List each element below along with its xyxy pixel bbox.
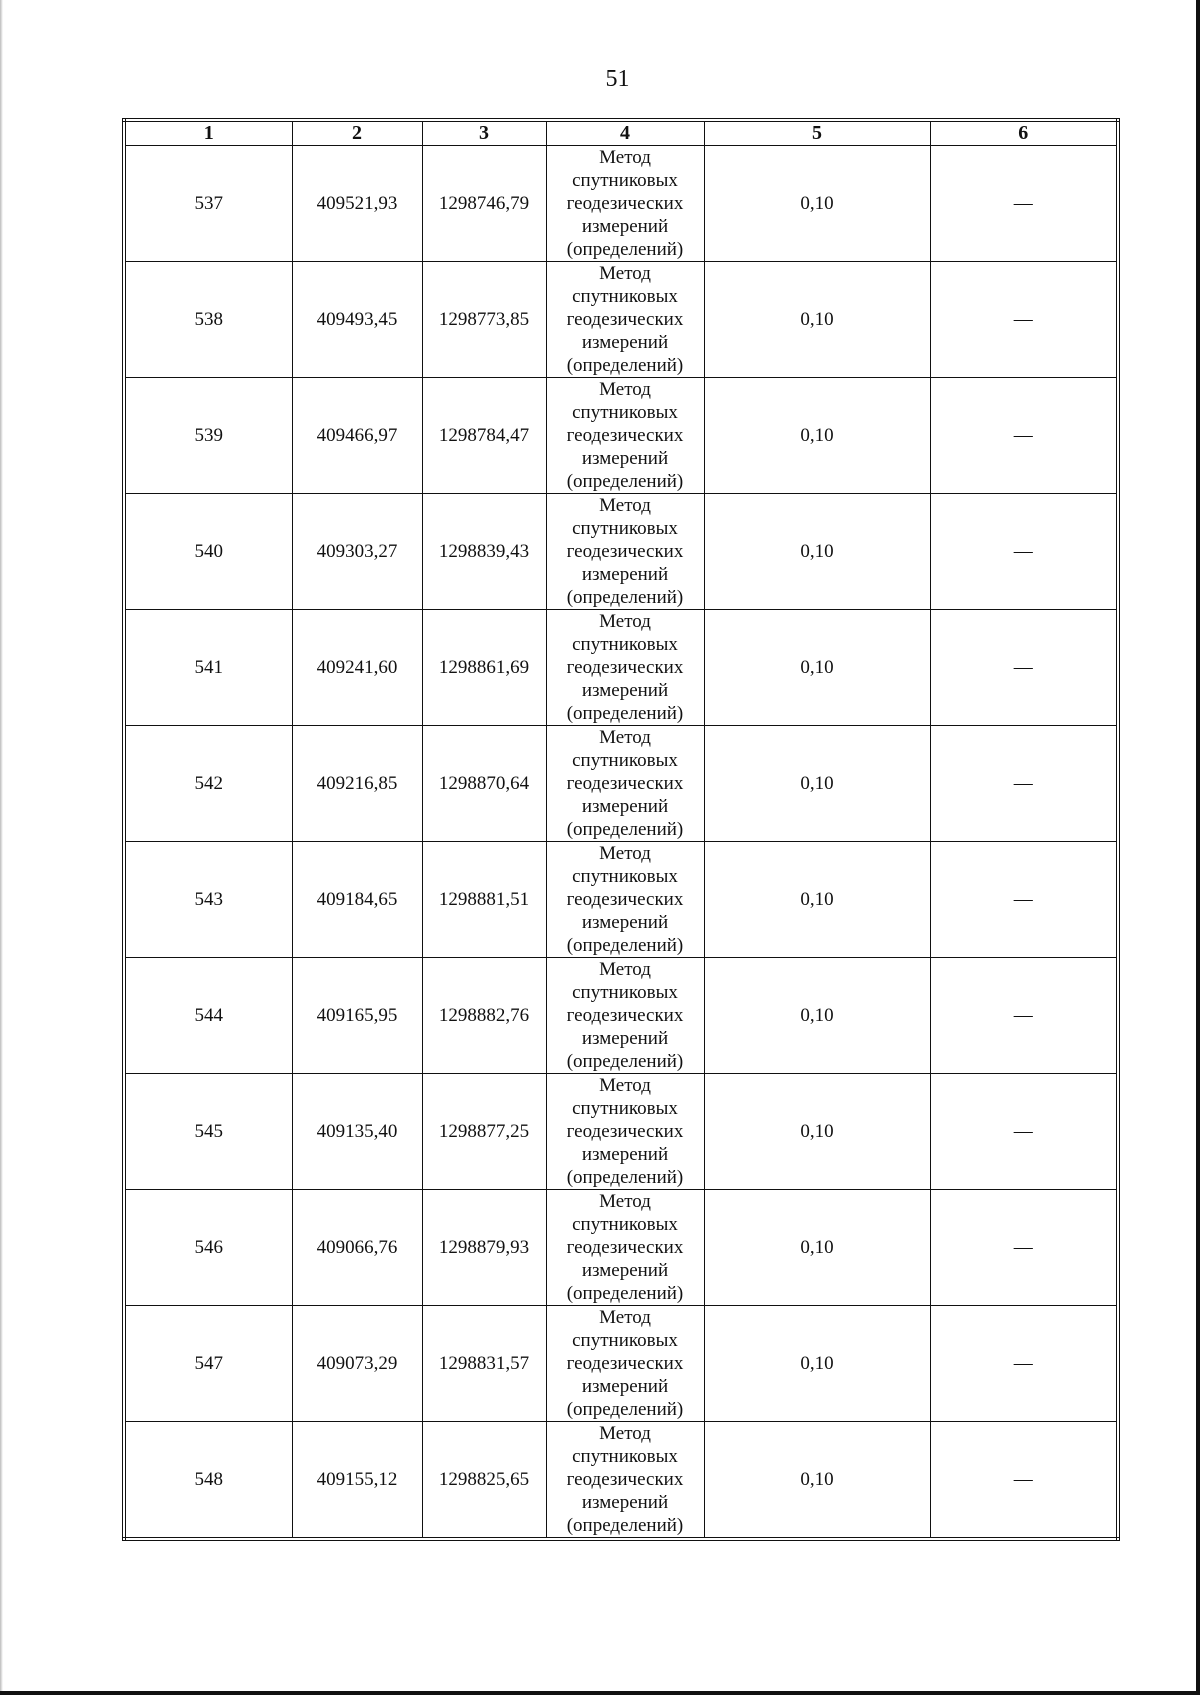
method-line: Метод (599, 611, 651, 632)
x-coordinate-cell: 409521,93 (292, 146, 422, 262)
table-row (124, 262, 1118, 378)
note-cell: — (930, 1074, 1118, 1190)
method-line: спутниковых (572, 1098, 678, 1119)
note-cell: — (930, 1306, 1118, 1422)
x-coordinate-cell: 409493,45 (292, 262, 422, 378)
method-cell (546, 1306, 704, 1422)
table-row (124, 1306, 1118, 1422)
method-cell (546, 378, 704, 494)
note-cell: — (930, 610, 1118, 726)
table-row (124, 1074, 1118, 1190)
method-line: Метод (599, 263, 651, 284)
method-line: (определений) (566, 587, 684, 608)
table-row (124, 726, 1118, 842)
note-cell: — (930, 262, 1118, 378)
method-line: (определений) (566, 471, 684, 492)
method-line: Метод (599, 843, 651, 864)
x-coordinate-cell: 409066,76 (292, 1190, 422, 1306)
method-line: измерений (581, 448, 669, 469)
table-header-row (124, 120, 1118, 146)
method-line: измерений (581, 1260, 669, 1281)
method-line: измерений (581, 332, 669, 353)
method-line: геодезических (566, 1237, 684, 1258)
method-line: (определений) (566, 1515, 684, 1536)
table-row (124, 494, 1118, 610)
x-coordinate-cell: 409135,40 (292, 1074, 422, 1190)
table-row (124, 146, 1118, 262)
method-line: Метод (599, 727, 651, 748)
accuracy-cell: 0,10 (704, 842, 930, 958)
method-line: геодезических (566, 1005, 684, 1026)
method-cell (546, 842, 704, 958)
method-cell (546, 262, 704, 378)
method-line: геодезических (566, 1121, 684, 1142)
x-coordinate-cell: 409073,29 (292, 1306, 422, 1422)
method-line: (определений) (566, 239, 684, 260)
method-line: геодезических (566, 773, 684, 794)
method-line: геодезических (566, 425, 684, 446)
accuracy-cell: 0,10 (704, 146, 930, 262)
method-line: Метод (599, 1423, 651, 1444)
point-number-cell: 547 (124, 1306, 292, 1422)
x-coordinate-cell: 409466,97 (292, 378, 422, 494)
table-row (124, 1422, 1118, 1540)
table-row (124, 378, 1118, 494)
table-row (124, 958, 1118, 1074)
point-number-cell: 537 (124, 146, 292, 262)
method-line: Метод (599, 147, 651, 168)
note-cell: — (930, 494, 1118, 610)
point-number-cell: 540 (124, 494, 292, 610)
accuracy-cell: 0,10 (704, 378, 930, 494)
method-cell (546, 494, 704, 610)
method-line: геодезических (566, 541, 684, 562)
method-line: измерений (581, 1492, 669, 1513)
method-line: спутниковых (572, 1446, 678, 1467)
accuracy-cell: 0,10 (704, 494, 930, 610)
y-coordinate-cell: 1298839,43 (422, 494, 546, 610)
method-line: измерений (581, 680, 669, 701)
method-line: (определений) (566, 819, 684, 840)
method-line: измерений (581, 1144, 669, 1165)
method-line: измерений (581, 796, 669, 817)
point-number-cell: 539 (124, 378, 292, 494)
method-cell (546, 610, 704, 726)
column-header-4: 4 (546, 120, 704, 146)
y-coordinate-cell: 1298870,64 (422, 726, 546, 842)
point-number-cell: 541 (124, 610, 292, 726)
x-coordinate-cell: 409155,12 (292, 1422, 422, 1540)
table-row (124, 610, 1118, 726)
method-line: спутниковых (572, 866, 678, 887)
accuracy-cell: 0,10 (704, 1074, 930, 1190)
column-header-1: 1 (124, 120, 292, 146)
point-number-cell: 542 (124, 726, 292, 842)
y-coordinate-cell: 1298882,76 (422, 958, 546, 1074)
method-line: (определений) (566, 703, 684, 724)
y-coordinate-cell: 1298746,79 (422, 146, 546, 262)
x-coordinate-cell: 409303,27 (292, 494, 422, 610)
method-cell (546, 146, 704, 262)
y-coordinate-cell: 1298831,57 (422, 1306, 546, 1422)
y-coordinate-cell: 1298825,65 (422, 1422, 546, 1540)
method-cell (546, 1422, 704, 1540)
method-line: измерений (581, 1376, 669, 1397)
method-line: спутниковых (572, 402, 678, 423)
method-line: Метод (599, 379, 651, 400)
accuracy-cell: 0,10 (704, 1190, 930, 1306)
point-number-cell: 544 (124, 958, 292, 1074)
method-cell (546, 958, 704, 1074)
column-header-5: 5 (704, 120, 930, 146)
method-line: измерений (581, 1028, 669, 1049)
column-header-2: 2 (292, 120, 422, 146)
point-number-cell: 538 (124, 262, 292, 378)
method-line: спутниковых (572, 170, 678, 191)
y-coordinate-cell: 1298881,51 (422, 842, 546, 958)
x-coordinate-cell: 409216,85 (292, 726, 422, 842)
method-line: геодезических (566, 1353, 684, 1374)
column-header-3: 3 (422, 120, 546, 146)
method-line: спутниковых (572, 518, 678, 539)
point-number-cell: 546 (124, 1190, 292, 1306)
method-line: спутниковых (572, 1214, 678, 1235)
y-coordinate-cell: 1298861,69 (422, 610, 546, 726)
page-border-right (1196, 0, 1200, 1695)
method-line: Метод (599, 1307, 651, 1328)
method-line: (определений) (566, 355, 684, 376)
method-line: геодезических (566, 193, 684, 214)
table-row (124, 842, 1118, 958)
point-number-cell: 543 (124, 842, 292, 958)
column-header-6: 6 (930, 120, 1118, 146)
x-coordinate-cell: 409184,65 (292, 842, 422, 958)
method-line: спутниковых (572, 634, 678, 655)
note-cell: — (930, 1190, 1118, 1306)
note-cell: — (930, 958, 1118, 1074)
method-line: Метод (599, 1075, 651, 1096)
method-line: (определений) (566, 1051, 684, 1072)
accuracy-cell: 0,10 (704, 726, 930, 842)
method-line: спутниковых (572, 1330, 678, 1351)
scan-edge (0, 0, 3, 1695)
accuracy-cell: 0,10 (704, 1306, 930, 1422)
method-line: измерений (581, 564, 669, 585)
note-cell: — (930, 1422, 1118, 1540)
method-line: (определений) (566, 935, 684, 956)
accuracy-cell: 0,10 (704, 610, 930, 726)
method-line: Метод (599, 959, 651, 980)
note-cell: — (930, 378, 1118, 494)
method-line: спутниковых (572, 750, 678, 771)
method-line: измерений (581, 216, 669, 237)
method-line: Метод (599, 495, 651, 516)
y-coordinate-cell: 1298879,93 (422, 1190, 546, 1306)
note-cell: — (930, 726, 1118, 842)
accuracy-cell: 0,10 (704, 1422, 930, 1540)
method-line: (определений) (566, 1399, 684, 1420)
method-line: геодезических (566, 889, 684, 910)
x-coordinate-cell: 409241,60 (292, 610, 422, 726)
accuracy-cell: 0,10 (704, 958, 930, 1074)
method-line: геодезических (566, 657, 684, 678)
accuracy-cell: 0,10 (704, 262, 930, 378)
method-line: (определений) (566, 1167, 684, 1188)
method-line: (определений) (566, 1283, 684, 1304)
method-line: измерений (581, 912, 669, 933)
method-line: спутниковых (572, 286, 678, 307)
method-line: геодезических (566, 309, 684, 330)
coordinates-table (122, 118, 1120, 1541)
method-line: спутниковых (572, 982, 678, 1003)
method-cell (546, 1074, 704, 1190)
point-number-cell: 548 (124, 1422, 292, 1540)
x-coordinate-cell: 409165,95 (292, 958, 422, 1074)
page-border-bottom (0, 1691, 1200, 1695)
y-coordinate-cell: 1298877,25 (422, 1074, 546, 1190)
method-line: геодезических (566, 1469, 684, 1490)
note-cell: — (930, 842, 1118, 958)
table-row (124, 1190, 1118, 1306)
point-number-cell: 545 (124, 1074, 292, 1190)
y-coordinate-cell: 1298773,85 (422, 262, 546, 378)
y-coordinate-cell: 1298784,47 (422, 378, 546, 494)
method-cell (546, 726, 704, 842)
note-cell: — (930, 146, 1118, 262)
method-cell (546, 1190, 704, 1306)
method-line: Метод (599, 1191, 651, 1212)
page-number: 51 (605, 66, 630, 92)
